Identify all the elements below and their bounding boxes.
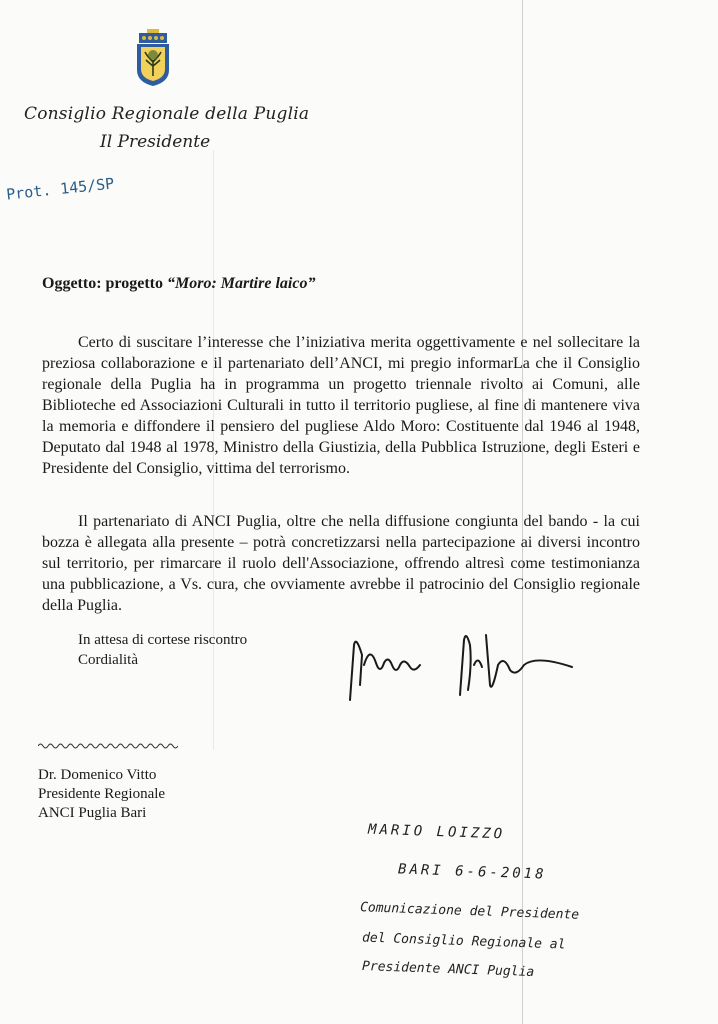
body-paragraph-1: Certo di suscitare l’interesse che l’iniziativa merita oggettivamente e nel sollecitare la preziosa collaborazione e il partenariato dell’ANCI, mi pregio informarLa che il Consiglio regionale della Puglia ha in programma un progetto triennale rivolto ai Comuni, alle Biblioteche ed Associazioni Culturali in tutto il territorio pugliese, al fine di mantenere viva la memoria e diffondere il pensiero del pugliese Aldo Moro: Costituente dal 1946 al 1948, Deputato dal 1948 al 1978, Ministro della Giustizia, della Pubblica Istruzione, degli Esteri e Presidente del Consiglio, vittima del terrorismo. [42,334,640,477]
closing-block [78,630,247,670]
recipient-title: Presidente Regionale [38,786,166,802]
recipient-name: Dr. Domenico Vitto [38,767,157,783]
regional-crest-icon [133,28,173,88]
subject-title: “Moro: Martire laico” [167,275,316,292]
letterhead-role: Il Presidente [100,132,211,152]
handwritten-date: BARI 6-6-2018 [397,861,547,883]
recipient-org: ANCI Puglia Bari [38,805,147,821]
subject-prefix: Oggetto: progetto [42,275,163,292]
letterhead-institution: Consiglio Regionale della Puglia [24,104,310,124]
recipient-address [38,766,165,823]
protocol-handwritten-note: Prot. 145/SP [5,174,116,204]
body-paragraph-2: Il partenariato di ANCI Puglia, oltre che nella diffusione congiunta del bando - la cui bozza è allegata alla presente – potrà concretizzarsi nella partecipazione ai diversi incontro sul territorio, per rimarcare il ruolo dell'Associazione, offrendo altresì come testimonianza una pubblicazione, a Vs. cura, che ovviamente avrebbe il patrocinio del Consiglio regionale della Puglia. [42,513,640,614]
handwritten-note-line-1: Comunicazione del Presidente [359,900,580,923]
closing-line-2: Cordialità [78,652,138,668]
handwritten-note-line-3: Presidente ANCI Puglia [361,958,535,981]
handwritten-name: MARIO LOIZZO [367,821,506,843]
closing-line-1: In attesa di cortese riscontro [78,632,248,648]
subject-line [42,275,315,293]
decorative-wavy-line [38,742,178,750]
handwritten-note-line-2: del Consiglio Regionale al [361,930,566,953]
signature-icon [340,625,580,705]
